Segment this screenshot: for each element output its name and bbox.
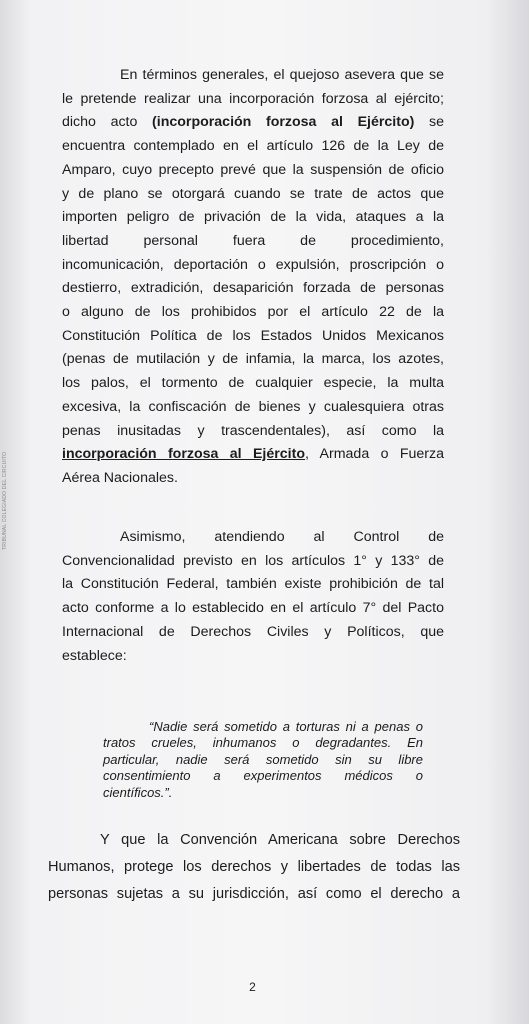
text-line: los palos, el tormento de cualquier especie, la multa <box>62 375 444 392</box>
paragraph-3 <box>48 827 460 908</box>
text-line: incomunicación, deportación o expulsión, proscripción o <box>62 256 444 273</box>
text-segment: se <box>414 114 444 131</box>
text-line: (penas de mutilación y de infamia, la marca, los azotes, <box>62 351 444 368</box>
text-segment: dicho acto <box>62 114 153 131</box>
text-line: Internacional de Derechos Civiles y Políticos, que <box>62 623 444 640</box>
text-line: y de plano se otorgará cuando se trate de actos que <box>62 185 444 202</box>
text-line: acto conforme a lo establecido en el artículo 7° del Pacto <box>62 600 444 617</box>
text-line <box>62 111 444 135</box>
margin-seal-text: TRIBUNAL COLEGIADO DEL CIRCUITO <box>2 451 8 550</box>
block-quote <box>103 719 423 801</box>
text-line: le pretende realizar una incorporación forzosa al ejército; <box>62 90 444 107</box>
text-line: Asimismo, atendiendo al Control de <box>120 529 444 545</box>
quote-line: “Nadie será sometido a torturas ni a penas o <box>149 719 423 734</box>
text-line: En términos generales, el quejoso asevera que se <box>120 67 444 83</box>
text-line: libertad personal fuera de procedimiento, <box>62 232 444 249</box>
page-number: 2 <box>249 980 256 994</box>
text-line: Aérea Nacionales. <box>62 469 178 486</box>
text-line: destierro, extradición, desaparición forzada de personas <box>62 280 444 297</box>
text-line: o alguno de los prohibidos por el artículo 22 de la <box>62 304 444 321</box>
text-line: Y que la Convención Americana sobre Derechos <box>100 832 460 848</box>
bold-phrase: (incorporación forzosa al Ejército) <box>152 114 415 131</box>
text-line: la Constitución Federal, también existe prohibición de tal <box>62 576 444 593</box>
text-segment: , Armada o Fuerza <box>305 446 444 463</box>
text-line: Amparo, cuyo precepto prevé que la suspensión de oficio <box>62 161 444 178</box>
text-line: Constitución Política de los Estados Unidos Mexicanos <box>62 327 444 344</box>
text-line: excesiva, la confiscación de bienes y cualesquiera otras <box>62 398 444 415</box>
text-line: Convencionalidad previsto en los artículos 1° y 133° de <box>62 552 444 569</box>
text-line: encuentra contemplado en el artículo 126 de la Ley de <box>62 138 444 155</box>
bold-underlined-phrase: incorporación forzosa al Ejército <box>62 446 306 463</box>
text-line: personas sujetas a su jurisdicción, así como el derecho a <box>48 886 460 902</box>
quote-line: científicos.”. <box>103 784 173 800</box>
paragraph-2 <box>62 526 444 668</box>
quote-line: tratos crueles, inhumanos o degradantes. En <box>103 735 423 751</box>
text-line: penas inusitadas y trascendentales), así como la <box>62 422 444 439</box>
text-line <box>62 443 444 467</box>
text-line: importen peligro de privación de la vida, ataques a la <box>62 209 444 226</box>
paragraph-1 <box>62 64 444 491</box>
text-line: Humanos, protege los derechos y libertades de todas las <box>48 859 460 875</box>
text-line: establece: <box>62 647 127 664</box>
quote-line: consentimiento a experimentos médicos o <box>103 768 423 784</box>
quote-line: particular, nadie será sometido sin su libre <box>103 751 423 767</box>
